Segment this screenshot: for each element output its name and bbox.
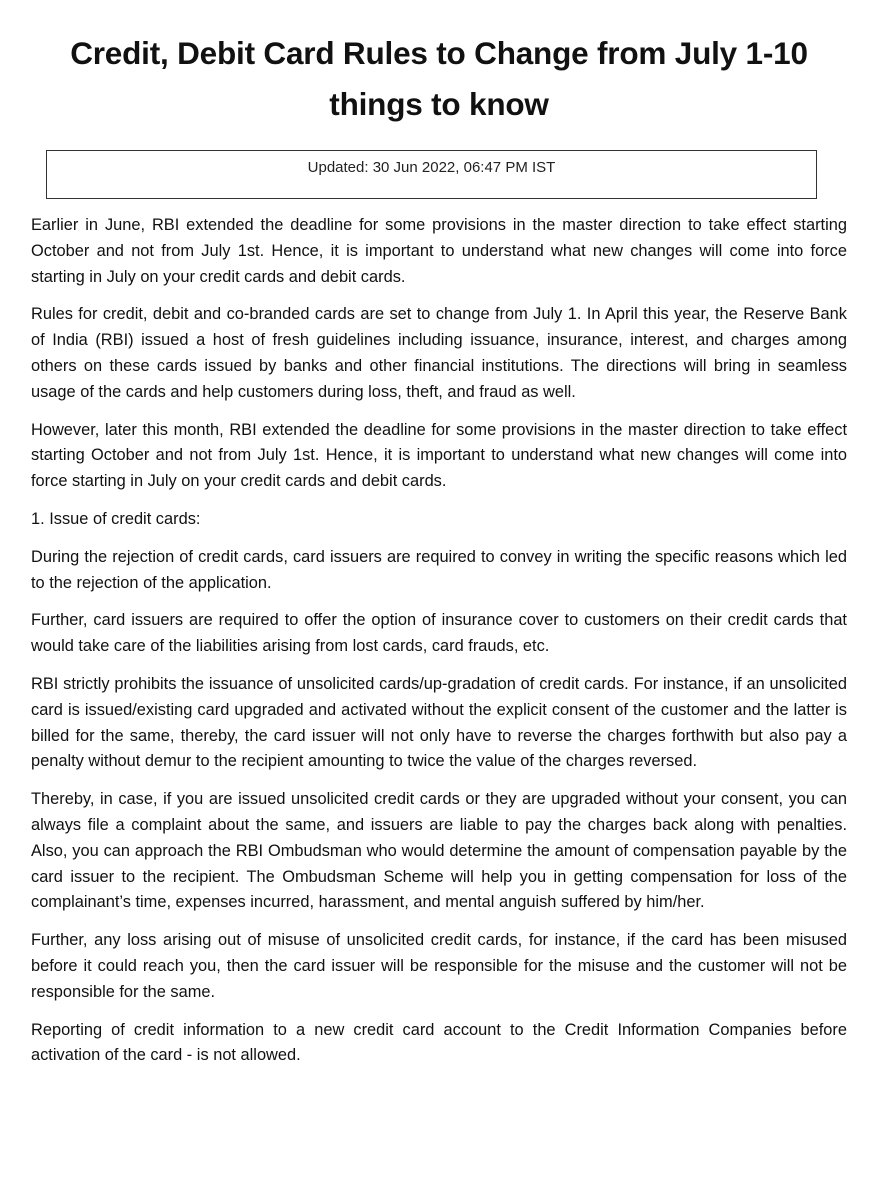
paragraph-deadline-extension: However, later this month, RBI extended the deadline for some provisions in the master direction to take effect starting October and not from July 1st. Hence, it is important to understand what new changes will come into force starting in July on your credit cards and debit cards.	[31, 420, 847, 491]
article-body	[31, 213, 847, 1069]
paragraph-rules-overview: Rules for credit, debit and co-branded cards are set to change from July 1. In April this year, the Reserve Bank of India (RBI) issued a host of fresh guidelines including issuance, insurance, interest, and charges among others on these cards issued by banks and other financial institutions. The directions will bring in seamless usage of the cards and help customers during loss, theft, and fraud as well.	[31, 305, 847, 401]
section-heading-issue-of-credit-cards: 1. Issue of credit cards:	[31, 509, 201, 528]
paragraph-unsolicited-cards: RBI strictly prohibits the issuance of unsolicited cards/up-gradation of credit cards. For instance, if an unsolicited card is issued/existing card upgraded and activated without the explicit consent of the customer and the latter is billed for the same, thereby, the card issuer will not only have to reverse the charges forthwith but also pay a penalty without demur to the recipient amounting to twice the value of the charges reversed.	[31, 674, 847, 771]
paragraph-rejection: During the rejection of credit cards, card issuers are required to convey in writing the specific reasons which led to the rejection of the application.	[31, 547, 847, 592]
paragraph-complaint-ombudsman: Thereby, in case, if you are issued unsolicited credit cards or they are upgraded without your consent, you can always file a complaint about the same, and issuers are liable to pay the charges back along with penalties. Also, you can approach the RBI Ombudsman who would determine the amount of compensation payable by the card issuer to the recipient. The Ombudsman Scheme will help you in getting compensation for loss of the complainant’s time, expenses incurred, harassment, and mental anguish suffered by him/her.	[31, 790, 847, 912]
paragraph-insurance: Further, card issuers are required to offer the option of insurance cover to customers on their credit cards that would take care of the liabilities arising from lost cards, card frauds, etc.	[31, 611, 847, 656]
article-title: Credit, Debit Card Rules to Change from July 1-10 things to know	[70, 35, 808, 122]
paragraph-credit-reporting: Reporting of credit information to a new credit card account to the Credit Information Companies before activation of the card - is not allowed.	[31, 1020, 847, 1065]
paragraph-intro: Earlier in June, RBI extended the deadline for some provisions in the master direction to take effect starting October and not from July 1st. Hence, it is important to understand what new changes will come into force starting in July on your credit cards and debit cards.	[31, 216, 847, 286]
paragraph-misuse-loss: Further, any loss arising out of misuse of unsolicited credit cards, for instance, if the card has been misused before it could reach you, then the card issuer will be responsible for the misuse and the customer will not be responsible for the same.	[31, 931, 847, 1001]
updated-timestamp-box	[46, 150, 817, 199]
updated-timestamp: Updated: 30 Jun 2022, 06:47 PM IST	[307, 159, 556, 176]
